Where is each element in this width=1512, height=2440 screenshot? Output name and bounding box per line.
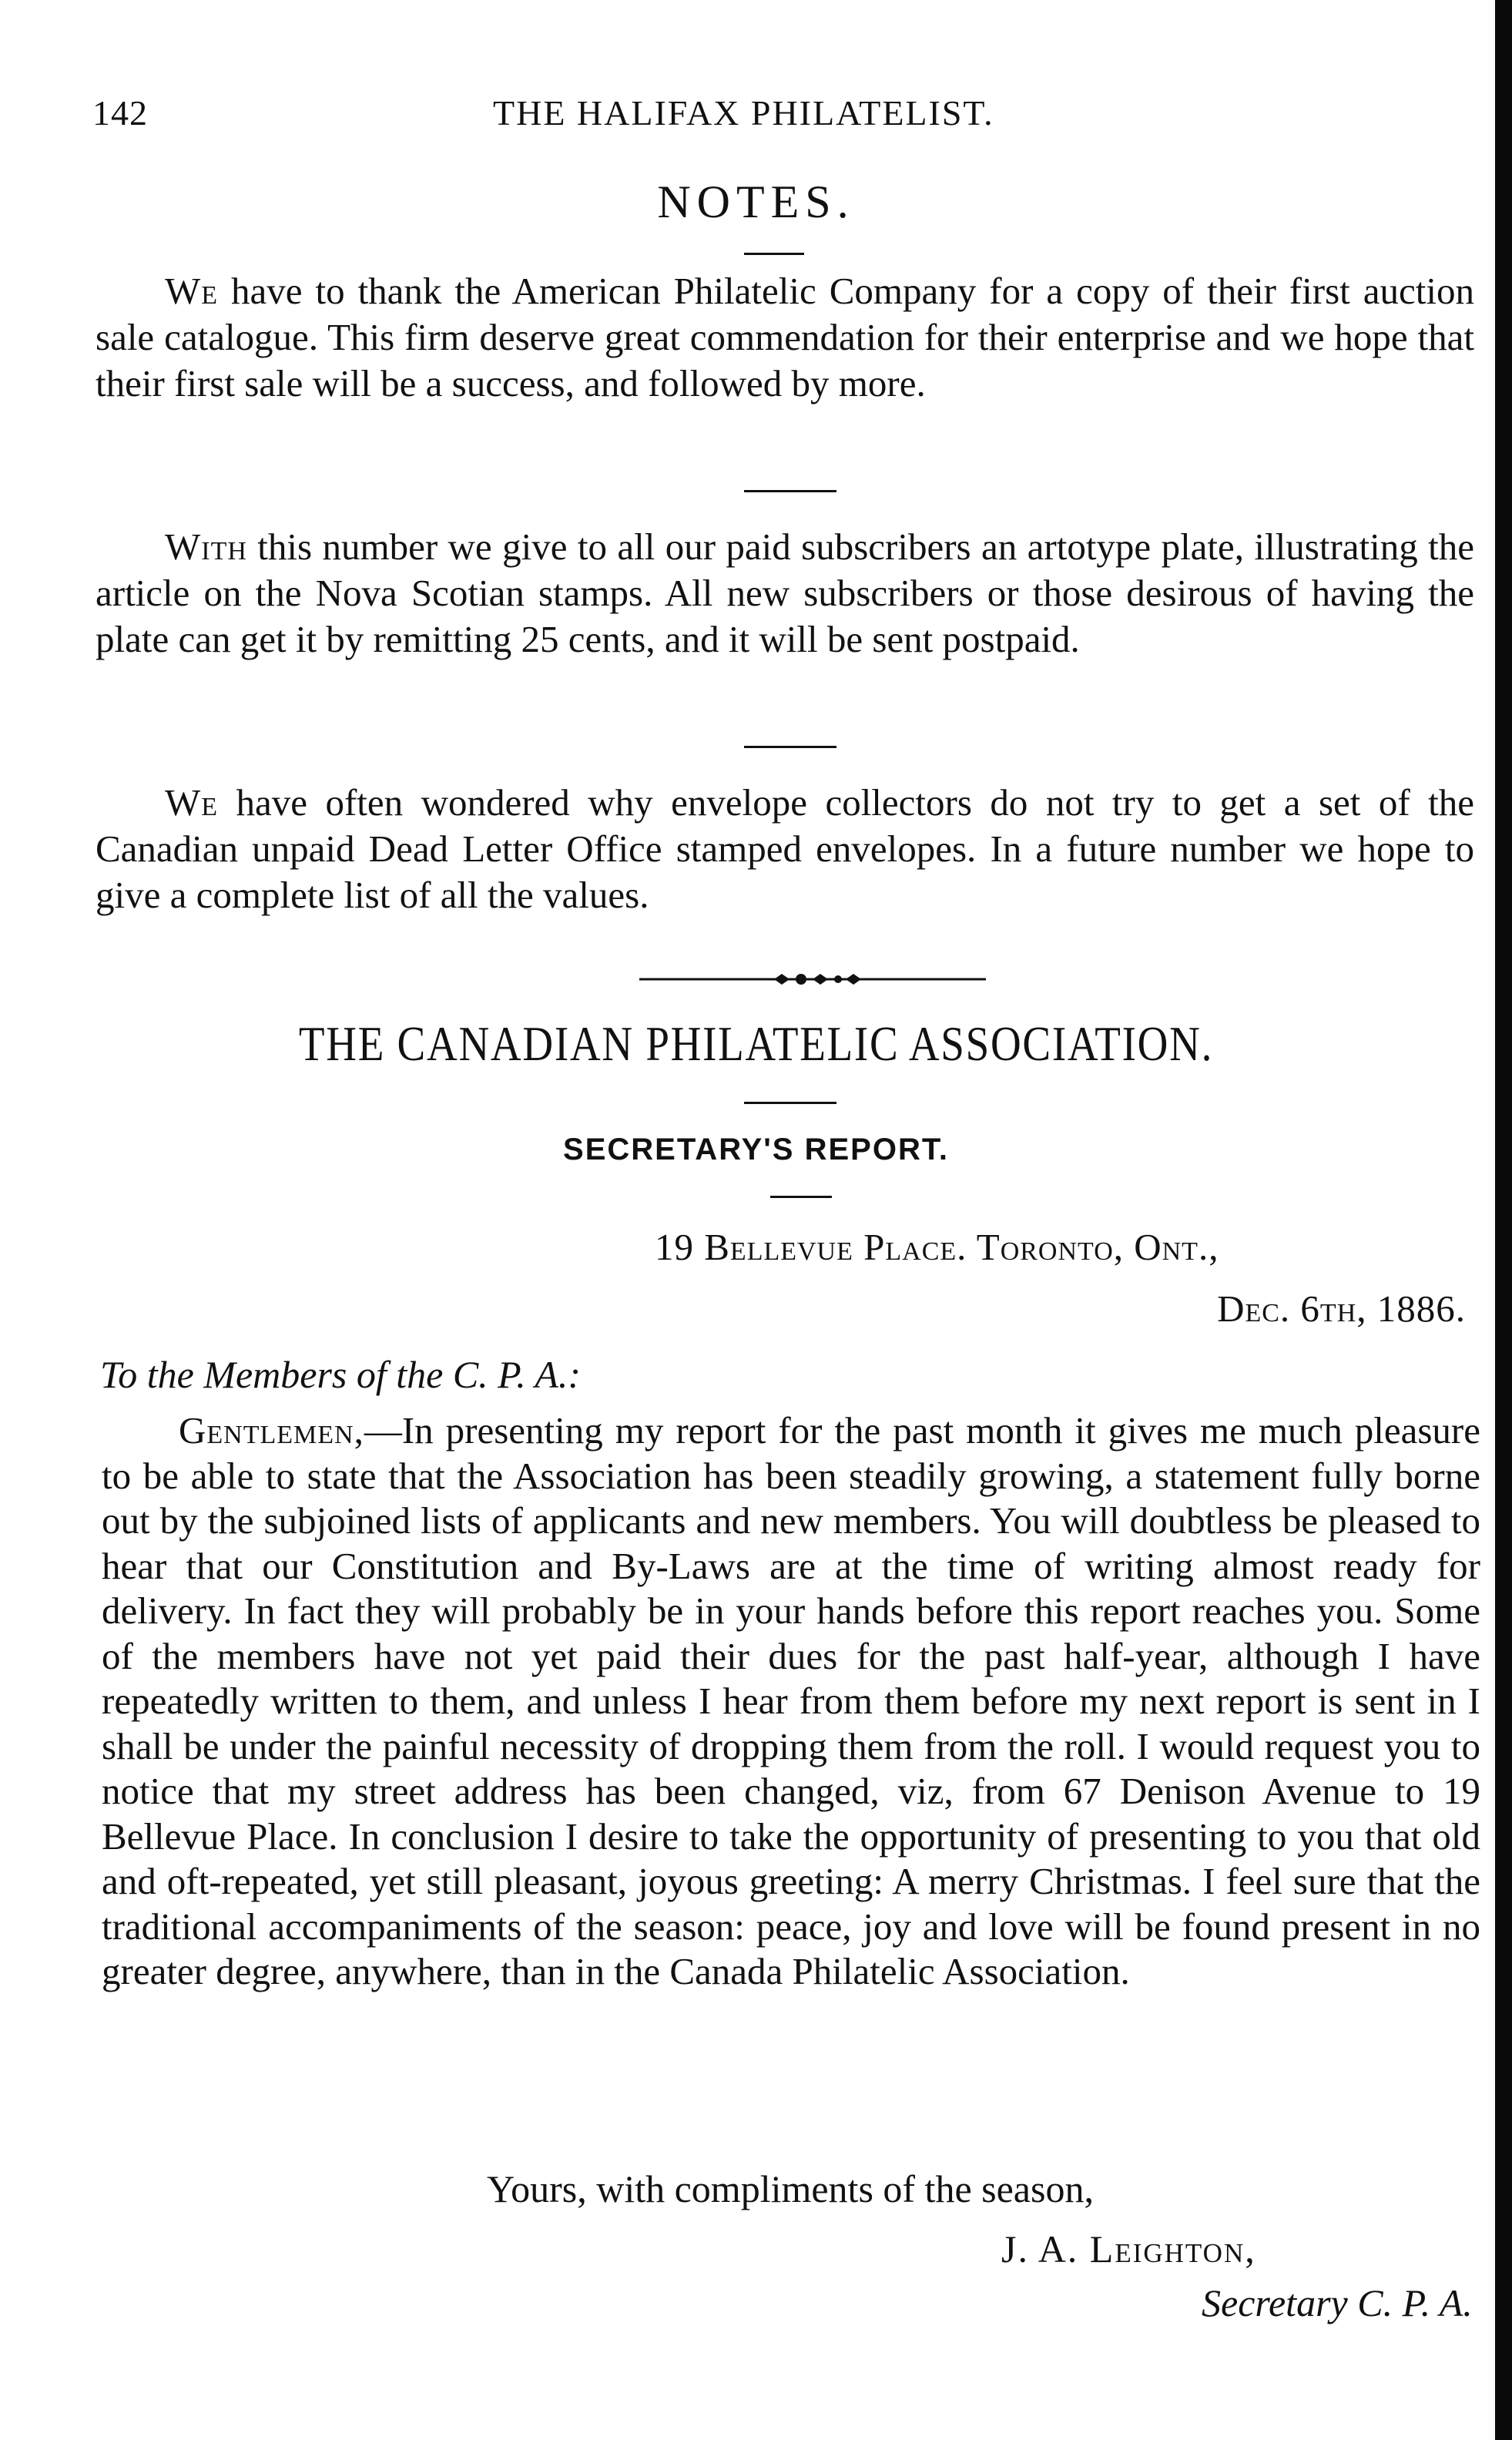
running-header: [92, 92, 1463, 139]
signer-title: Secretary C. P. A.: [1202, 2281, 1473, 2324]
note-text: this number we give to all our paid subscribers an artotype plate, illustrating the article on the Nova Scotian stamps. All new subscribers or those desirous of having the plate can get it by remitting 25 cents, and it will be sent postpaid.: [96, 525, 1474, 660]
journal-title: THE HALIFAX PHILATELIST.: [493, 93, 994, 133]
title-rule: [744, 253, 804, 255]
page-edge-shadow: [1495, 0, 1512, 2440]
title-rule: [744, 1102, 836, 1104]
letter-text: —In presenting my report for the past month it gives me much pleasure to be able to state that the Association has been steadily growing, a statement fully borne out by the subjoined lists of applicants and new members. You will doubtless be pleased to hear that our Constitution and By-Laws are at the time of writing almost ready for delivery. In fact they will probably be in your hands before this report reaches you. Some of the members have not yet paid their dues for the past half-year, although I have repeatedly written to them, and unless I hear from them before my next report is sent in I shall be under the painful necessity of dropping them from the roll. I would request you to notice that my street address has been changed, viz, from 67 Denison Avenue to 19 Bellevue Place. In conclusion I desire to take the opportunity of presenting to you that old and oft-repeated, yet still pleasant, joyous greeting: A merry Christmas. I feel sure that the traditional accompaniments of the season: peace, joy and love will be found present in no greater degree, anywhere, than in the Canada Philatelic Association.: [102, 1409, 1480, 1992]
notes-title: NOTES.: [657, 176, 855, 227]
letter-body: [102, 1408, 1480, 1995]
signer-name: J. A. Leighton,: [1001, 2227, 1256, 2271]
note-paragraph: [96, 780, 1474, 918]
sender-address: 19 Bellevue Place. Toronto, Ont.,: [655, 1226, 1219, 1268]
association-title: THE CANADIAN PHILATELIC ASSOCIATION.: [298, 1016, 1214, 1071]
letter-date: Dec. 6th, 1886.: [1217, 1287, 1466, 1330]
note-text: have often wondered why envelope collectors do not try to get a set of the Canadian unpaid Dead Letter Office stamped envelopes. In a future number we hope to give a complete list of all the values.: [96, 781, 1474, 916]
section-divider: [744, 490, 836, 492]
salutation: To the Members of the C. P. A.:: [100, 1353, 582, 1396]
ornamental-divider-icon: [639, 968, 986, 991]
note-lead-word: We: [165, 781, 219, 824]
page-number: 142: [92, 93, 148, 133]
note-text: have to thank the American Philatelic Company for a copy of their first auction sale catalogue. This firm deserve great commendation for their enterprise and we hope that their first sale will be a success, and followed by more.: [96, 270, 1474, 404]
closing-line: Yours, with compliments of the season,: [487, 2167, 1094, 2210]
title-rule: [770, 1196, 832, 1198]
note-lead-word: With: [165, 525, 247, 568]
section-divider: [744, 746, 836, 748]
letter-lead-word: Gentlemen,: [179, 1409, 364, 1452]
note-paragraph: [96, 524, 1474, 663]
note-paragraph: [96, 268, 1474, 407]
report-title: SECRETARY'S REPORT.: [563, 1133, 949, 1166]
note-lead-word: We: [165, 270, 219, 312]
